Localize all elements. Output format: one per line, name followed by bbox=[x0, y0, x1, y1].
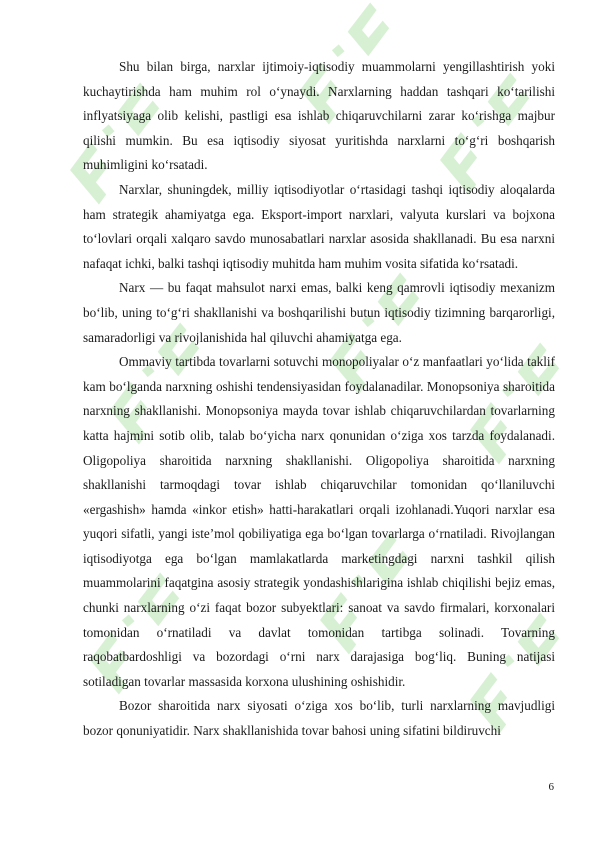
paragraph-5: Bozor sharoitida narx siyosati o‘ziga xos bo‘lib, turli narxlarning mavjudligi bozor qonuniyatidir. Narx shakllanishida tovar bahosi uning sifatini bildiruvchi bbox=[83, 698, 555, 739]
paragraph-4: Ommaviy tartibda tovarlarni sotuvchi monopoliyalar o‘z manfaatlari yo‘lida taklif kam bo‘lganda narxning oshishi tendensiyasidan foydalanadilar. Monopsoniya sharoitida narxning shakllanishi. Monopsoniya mayda tovar ishlab chiqaruvchilardan tovarlarning katta hajmini sotib olib, talab bo‘yicha narx qonunidan o‘ziga xos tarzda foydalanadi. Oligopoliya sharoitida narxning shakllanishi. Oligopoliya sharoitida narxning shakllanishi tarmoqdagi tovar ishlab chiqaruvchilar tomonidan qo‘llaniluvchi «ergashish» hamda «inkor etish» hatti-harakatlari orqali izohlanadi.Yuqori narxlar esa yuqori sifatli, yangi iste’mol qobiliyatiga ega bo‘lgan tovarlarga o‘rnatiladi. Rivojlangan iqtisodiyotga ega bo‘lgan mamlakatlarda marketingdagi narxni tashkil qilish muammolarini faqatgina asosiy strategik yondashishlarigina ishlab chiqilishi bejiz emas, chunki narxlarning o‘zi faqat bozor subyektlari: sanoat va savdo firmalari, korxonalari tomonidan o‘rnatiladi va davlat tomonidan tartibga solinadi. Tovarning raqobatbardoshligi va bozordagi o‘rni narx darajasiga bog‘liq. Buning natijasi sotiladigan tovarlar massasida korxona ulushining oshishidir. bbox=[83, 354, 555, 689]
body-text bbox=[83, 55, 555, 744]
paragraph-3: Narx — bu faqat mahsulot narxi emas, balki keng qamrovli iqtisodiy mexanizm bo‘lib, uning to‘g‘ri shakllanishi va boshqarilishi butun iqtisodiy tizimning barqarorligi, samaradorligi va rivojlanishida hal qiluvchi ahamiyatga ega. bbox=[83, 280, 555, 345]
page-number: 6 bbox=[548, 781, 554, 793]
paragraph-2: Narxlar, shuningdek, milliy iqtisodiyotlar o‘rtasidagi tashqi iqtisodiy aloqalarda ham strategik ahamiyatga ega. Eksport-import narxlari, valyuta kurslari va bojxona to‘lovlari orqali xalqaro savdo munosabatlari narxlar asosida shakllanadi. Bu esa narxni nafaqat ichki, balki tashqi iqtisodiy muhitda ham muhim vosita sifatida ko‘rsatadi. bbox=[83, 181, 555, 271]
paragraph-1: Shu bilan birga, narxlar ijtimoiy-iqtisodiy muammolarni yengillashtirish yoki kuchaytirishda ham muhim rol o‘ynaydi. Narxlarning haddan tashqari ko‘tarilishi inflyatsiyaga olib kelishi, pastligi esa ishlab chiqaruvchilarni zarar ko‘rishga majbur qilishi mumkin. Bu esa iqtisodiy siyosat yuritishda narxlarni to‘g‘ri boshqarish muhimligini ko‘rsatadi. bbox=[83, 59, 555, 173]
